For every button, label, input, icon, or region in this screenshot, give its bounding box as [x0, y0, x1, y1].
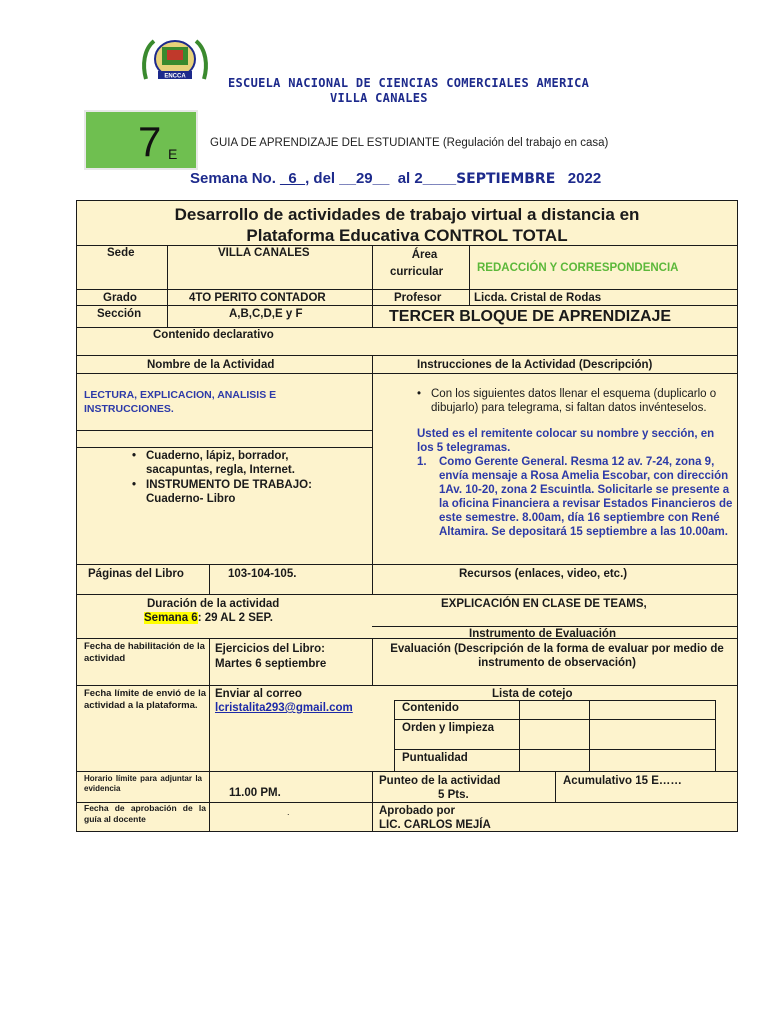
area-label	[390, 247, 443, 281]
materiales-item: • INSTRUMENTO DE TRABAJO: Cuaderno- Libro	[132, 478, 357, 506]
month: SEPTIEMBRE	[456, 171, 556, 187]
sede-label: Sede	[107, 247, 135, 259]
semana-number: _6_,	[280, 170, 310, 187]
actividad-value: LECTURA, EXPLICACION, ANALISIS E INSTRUCCIONES.	[84, 389, 277, 415]
school-logo	[140, 35, 210, 87]
instrumento-eval-label: Instrumento de Evaluación	[469, 628, 616, 640]
materiales-item: • Cuaderno, lápiz, borrador, sacapuntas, regla, Internet.	[132, 449, 357, 477]
seccion-label: Sección	[97, 308, 142, 320]
school-name	[228, 76, 628, 106]
recursos-label: Recursos (enlaces, video, etc.)	[459, 568, 628, 580]
al-value: 2____	[414, 170, 457, 187]
enviar-label: Enviar al correo	[215, 688, 302, 700]
guide-title: GUIA DE APRENDIZAJE DEL ESTUDIANTE (Regulación del trabajo en casa)	[210, 137, 609, 149]
instr-item-text: Como Gerente General. Resma 12 av. 7-24, zona 9, envía mensaje a Rosa Amelia Escobar, con dirección 1Av. 10-20, zona 2 Escuintla. Solicitarle se presente a la oficina Financiera a revisar Estados Financieros de este semestre. 8.00am, día 16 septiembre con René Altamira. Se depositará 15 septiembre a las 10.00am.	[439, 456, 733, 538]
area-value: REDACCIÓN Y CORRESPONDENCIA	[477, 262, 679, 274]
grade-box	[84, 110, 198, 170]
ejercicios-label: Ejercicios del Libro:	[215, 643, 325, 655]
cotejo-row-label: Puntualidad	[402, 752, 468, 764]
sede-value: VILLA CANALES	[218, 247, 310, 259]
ejercicios-value: Martes 6 septiembre	[215, 658, 327, 670]
duracion-dates: : 29 AL 2 SEP.	[197, 612, 273, 624]
al-label: al	[397, 170, 411, 187]
evaluacion-desc: Evaluación (Descripción de la forma de evaluar por medio de instrumento de observación)	[390, 643, 724, 669]
del-label: del	[313, 170, 336, 187]
duracion-label: Duración de la actividad	[147, 598, 280, 610]
instr-bullet: • Con los siguientes datos llenar el esquema (duplicarlo o dibujarlo) para telegrama, si faltan datos invénteselos.	[417, 387, 733, 415]
lista-cotejo-label: Lista de cotejo	[492, 688, 573, 700]
duracion-semana: Semana 6	[144, 612, 198, 624]
grado-label: Grado	[103, 292, 137, 304]
fecha-aprob-label: Fecha de aprobación de la guía al docente	[84, 803, 206, 824]
punteo-value: 5 Pts.	[438, 789, 469, 801]
fecha-limite-label: Fecha límite de envió de la actividad a la plataforma.	[84, 688, 206, 711]
instr-item-number: 1.	[417, 456, 427, 468]
horario-label: Horario límite para adjuntar la evidencia	[84, 774, 202, 793]
table-title-line2: Plataforma Educativa CONTROL TOTAL	[246, 226, 568, 245]
cotejo-row-label: Contenido	[402, 702, 459, 714]
instr-bullets	[417, 387, 733, 415]
seccion-value: A,B,C,D,E y F	[229, 308, 303, 320]
week-line	[190, 170, 601, 187]
email-link[interactable]: lcristalita293@gmail.com	[215, 702, 353, 714]
fecha-aprob-value: .	[287, 807, 290, 817]
punteo-label: Punteo de la actividad	[379, 775, 501, 787]
table-title	[77, 204, 737, 246]
logo-text: ENCCA	[164, 73, 186, 80]
instr-remitente: Usted es el remitente colocar su nombre y sección, en los 5 telegramas.	[417, 428, 715, 454]
grade-section: E	[168, 146, 178, 162]
cotejo-row-label: Orden y limpieza	[402, 722, 495, 734]
grade-number: 7	[138, 118, 162, 165]
instrucciones-label: Instrucciones de la Actividad (Descripción)	[417, 359, 653, 371]
paginas-label: Páginas del Libro	[88, 568, 184, 580]
school-name-line2: VILLA CANALES	[330, 91, 428, 105]
semana-label: Semana No.	[190, 170, 276, 187]
actividad-label: Nombre de la Actividad	[147, 359, 275, 371]
profesor-value: Licda. Cristal de Rodas	[474, 292, 602, 304]
horario-value: 11.00 PM.	[229, 787, 281, 799]
aprobado-label: Aprobado por	[379, 805, 456, 817]
area-label-1: Área	[411, 249, 438, 261]
paginas-value: 103-104-105.	[228, 568, 297, 580]
materiales-list	[132, 449, 357, 506]
acumulativo: Acumulativo 15 E……	[563, 775, 682, 787]
checklist-grid	[394, 700, 716, 772]
contenido-label: Contenido declarativo	[153, 329, 274, 341]
school-name-line1: ESCUELA NACIONAL DE CIENCIAS COMERCIALES AMERICA	[228, 76, 590, 90]
del-value: __29__	[339, 170, 390, 187]
instr-list	[417, 455, 733, 539]
explicacion: EXPLICACIÓN EN CLASE DE TEAMS,	[441, 598, 647, 610]
area-label-2: curricular	[390, 266, 444, 278]
table-title-line1: Desarrollo de actividades de trabajo virtual a distancia en	[174, 205, 640, 224]
duracion-value	[144, 611, 273, 625]
profesor-label: Profesor	[394, 292, 442, 304]
grado-value: 4TO PERITO CONTADOR	[189, 292, 326, 304]
fecha-hab-label: Fecha de habilitación de la actividad	[84, 641, 205, 664]
bloque-title: TERCER BLOQUE DE APRENDIZAJE	[389, 308, 672, 325]
year: 2022	[567, 170, 602, 187]
instr-item	[417, 455, 733, 539]
aprobado-value: LIC. CARLOS MEJÍA	[379, 819, 491, 831]
